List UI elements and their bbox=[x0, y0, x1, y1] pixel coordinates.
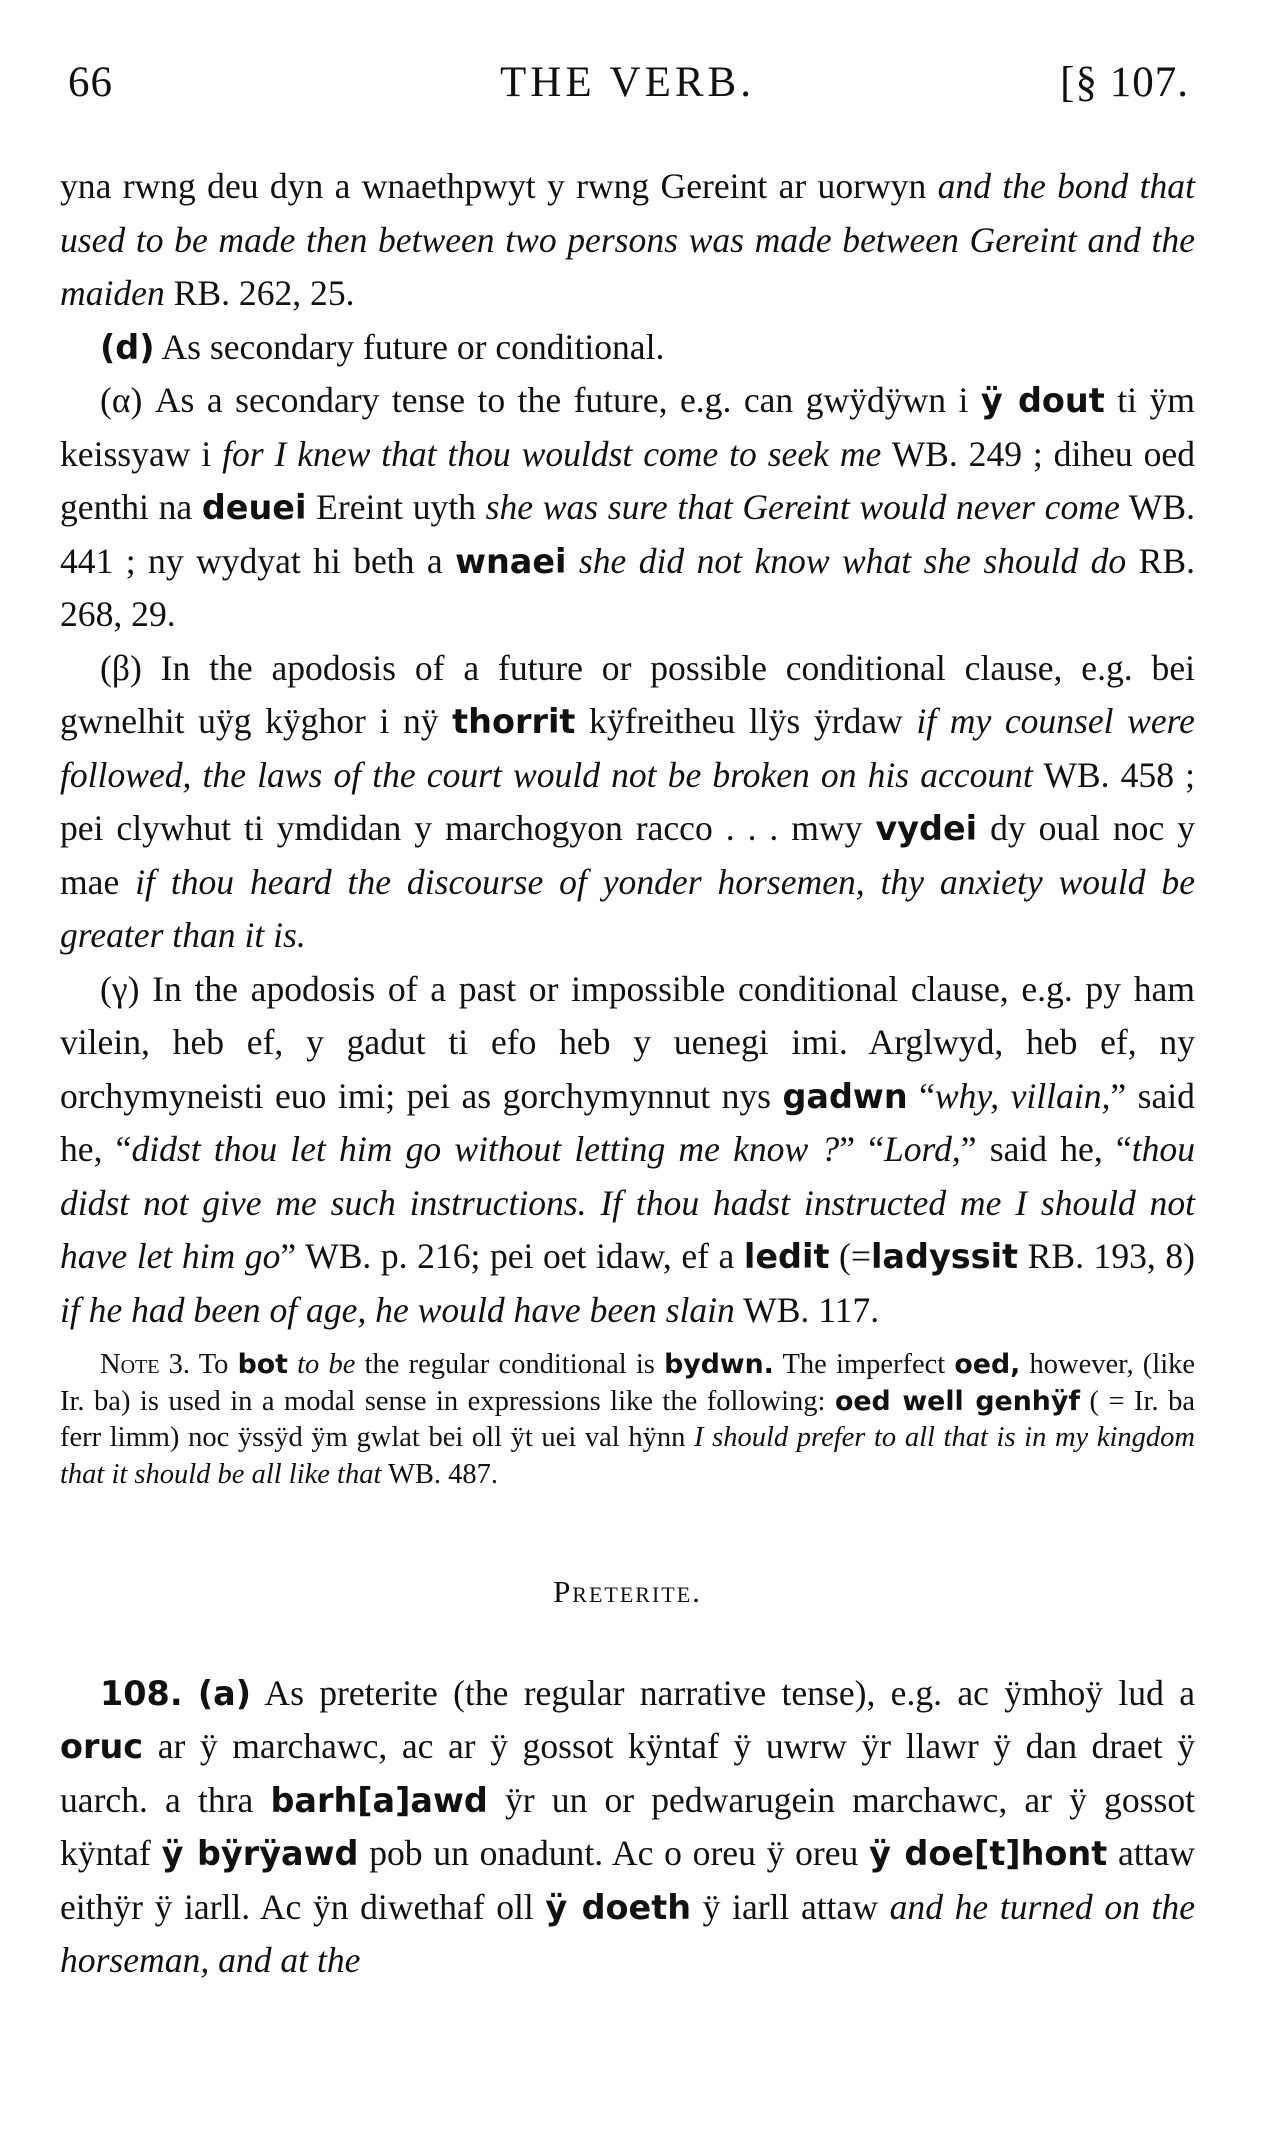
paragraph-d bbox=[60, 321, 1195, 375]
text: ar ÿ marchawc, ac ar ÿ gossot kÿntaf ÿ uwrw ÿr llawr ÿ dan draet ÿ uarch. a thra bbox=[60, 1726, 1195, 1820]
text: (α) As a secondary tense to the future, e.g. can gwÿdÿwn i bbox=[100, 380, 969, 420]
text: WB. 441 ; ny wydyat hi beth a bbox=[60, 487, 1195, 581]
bold-form: ÿ doeth bbox=[545, 1887, 692, 1927]
quote-mark: ” said he, “ bbox=[60, 1075, 1195, 1169]
text: (= bbox=[839, 1236, 871, 1276]
paragraph-intro bbox=[60, 160, 1195, 321]
citation: WB. 117. bbox=[743, 1289, 880, 1330]
bold-form: oruc bbox=[60, 1727, 144, 1766]
bold-form: vydei bbox=[875, 809, 978, 848]
text: WB. p. 216; pei oet idaw, ef a bbox=[305, 1236, 735, 1276]
translation: and the bond that used to be made then between two persons was made between Gereint and the maiden bbox=[60, 166, 1195, 313]
bold-form: ladyssit bbox=[870, 1237, 1019, 1276]
translation: she did not know what she should do bbox=[578, 540, 1127, 581]
text: yna rwng deu dyn a wnaethpwyt y rwng Gereint ar uorwyn bbox=[60, 166, 927, 206]
text: (γ) In the apodosis of a past or impossible conditional clause, e.g. py ham vilein, heb ef, y gadut ti efo heb y uenegi imi. Arglwyd, heb ef, ny orchymyneisti euo imi; pei as gorchymynnut nys bbox=[60, 968, 1195, 1116]
text: ( = Ir. ba ferr limm) noc ÿssÿd ÿm gwlat bei oll ÿt uei val hÿnn bbox=[60, 1385, 1195, 1453]
translation: she was sure that Gereint would never come bbox=[485, 487, 1120, 527]
translation: for I knew that thou wouldst come to seek me bbox=[222, 433, 882, 474]
bold-form: ÿ doe[t]hont bbox=[869, 1834, 1108, 1873]
bold-form: ÿ bÿrÿawd bbox=[161, 1834, 359, 1873]
quote-mark: “ bbox=[919, 1075, 935, 1116]
text: dy oual noc y mae bbox=[60, 808, 1195, 902]
text: To bbox=[198, 1349, 229, 1380]
citation: RB. 268, 29. bbox=[60, 540, 1195, 634]
citation: WB. 487. bbox=[388, 1458, 499, 1490]
running-title: THE VERB. bbox=[500, 59, 755, 106]
text: WB. 458 ; pei clywhut ti ymdidan y marchogyon racco . . . mwy bbox=[60, 754, 1195, 848]
text: the regular conditional is bbox=[364, 1349, 655, 1380]
text: pob un onadunt. Ac o oreu ÿ oreu bbox=[369, 1833, 859, 1873]
text: ÿr un or pedwarugein marchawc, ar ÿ gossot kÿntaf bbox=[60, 1779, 1195, 1873]
citation: RB. 193, 8) bbox=[1027, 1236, 1195, 1276]
translation: if thou heard the discourse of yonder horsemen, thy anxiety would be greater than it is. bbox=[60, 861, 1195, 955]
text: Ereint uyth bbox=[316, 487, 476, 527]
section-number: 108. bbox=[100, 1673, 183, 1713]
quote-mark: ” bbox=[839, 1129, 855, 1169]
quote-mark: ” bbox=[280, 1236, 297, 1276]
translation: why, villain, bbox=[934, 1075, 1111, 1116]
text: As preterite (the regular narrative tense), e.g. ac ÿmhoÿ lud a bbox=[264, 1672, 1195, 1713]
translation: to be bbox=[297, 1349, 356, 1380]
translation: and he turned on the horseman, and at the bbox=[60, 1886, 1195, 1980]
bold-form: bydwn. bbox=[664, 1349, 774, 1380]
section-heading: Preterite. bbox=[553, 1574, 702, 1609]
note-label: Note 3. bbox=[100, 1349, 191, 1380]
bold-form: wnaei bbox=[455, 541, 567, 581]
text: ÿ iarll attaw bbox=[702, 1886, 879, 1927]
quote-mark: ” said he, “ bbox=[960, 1129, 1132, 1169]
paragraph-gamma bbox=[60, 963, 1195, 1338]
section-marker: [§ 107. bbox=[1060, 59, 1189, 106]
translation: didst thou let him go without letting me know ? bbox=[131, 1129, 840, 1169]
bold-form: barh[a]awd bbox=[270, 1780, 488, 1820]
paragraph-beta bbox=[60, 642, 1195, 963]
bold-form: ledit bbox=[743, 1237, 830, 1276]
running-header bbox=[60, 58, 1195, 118]
note-3 bbox=[60, 1347, 1195, 1493]
bold-form: thorrit bbox=[452, 702, 576, 741]
text: ti ÿm keissyaw i bbox=[60, 380, 1195, 474]
citation: RB. 262, 25. bbox=[173, 273, 355, 313]
subsection-label: (d) bbox=[100, 327, 155, 367]
bold-form: bot bbox=[237, 1349, 288, 1380]
translation: Lord, bbox=[883, 1129, 961, 1169]
text: WB. 249 ; diheu oed genthi na bbox=[60, 433, 1195, 527]
text: As secondary future or conditional. bbox=[161, 326, 665, 367]
text: attaw eithÿr ÿ iarll. Ac ÿn diwethaf oll bbox=[60, 1833, 1195, 1927]
bold-form: oed well genhÿf bbox=[834, 1385, 1080, 1417]
text: kÿfreitheu llÿs ÿrdaw bbox=[589, 701, 903, 741]
page-number: 66 bbox=[68, 59, 113, 106]
subsection-label: (a) bbox=[197, 1673, 252, 1713]
translation: if he had been of age, he would have been slain bbox=[60, 1289, 735, 1330]
translation: I should prefer to all that is in my kingdom that it should be all like that bbox=[60, 1422, 1196, 1490]
quote-mark: “ bbox=[868, 1129, 884, 1169]
bold-form: gadwn bbox=[782, 1076, 908, 1116]
paragraph-108 bbox=[60, 1667, 1195, 1988]
text: (β) In the apodosis of a future or possible conditional clause, e.g. bei gwnelhit uÿg kÿghor i nÿ bbox=[60, 647, 1195, 741]
translation: if my counsel were followed, the laws of the court would not be broken on his account bbox=[60, 701, 1195, 795]
paragraph-alpha bbox=[60, 374, 1195, 642]
bold-form: deuei bbox=[201, 488, 307, 527]
text: The imperfect bbox=[782, 1349, 946, 1380]
translation: thou didst not give me such instructions. If thou hadst instructed me I should not have let him go bbox=[60, 1129, 1195, 1276]
bold-form: oed, bbox=[954, 1349, 1021, 1380]
page-body bbox=[60, 160, 1195, 1988]
text: however, (like Ir. ba) is used in a modal sense in expressions like the following: bbox=[60, 1349, 1196, 1417]
bold-form: ÿ dout bbox=[980, 381, 1105, 420]
